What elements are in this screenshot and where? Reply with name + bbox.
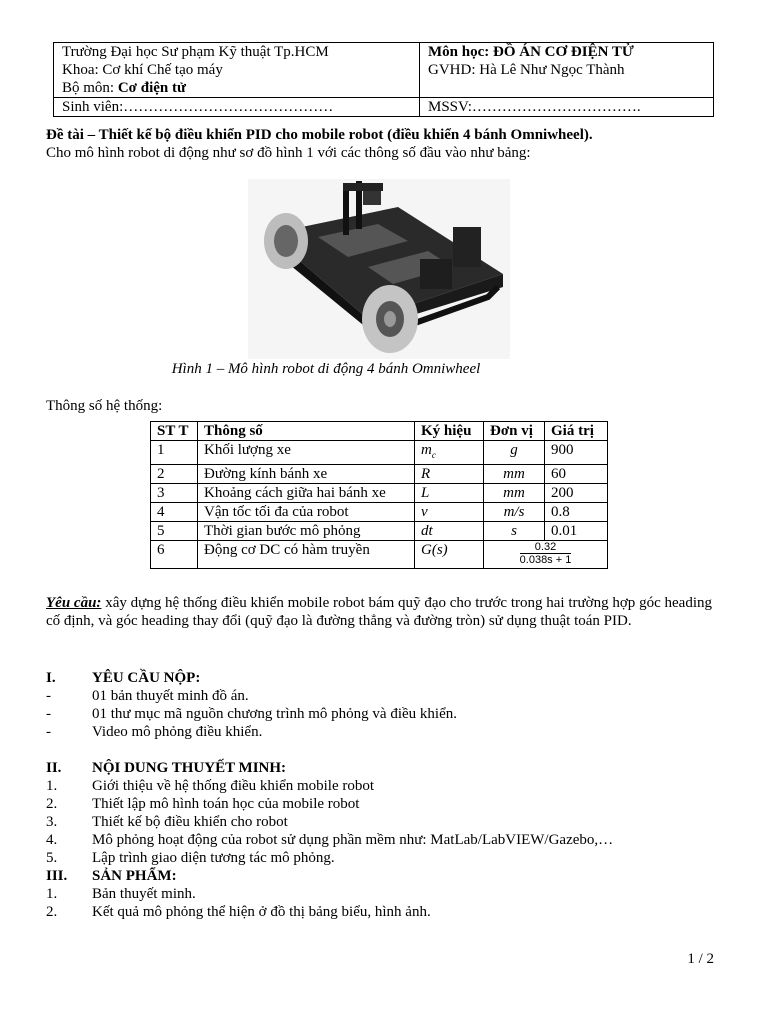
header-right-cell <box>420 43 714 98</box>
cell-unit: mm <box>484 484 545 503</box>
cell-param: Vận tốc tối đa của robot <box>198 503 415 522</box>
table-row <box>151 503 608 522</box>
cell-stt: 6 <box>151 541 198 569</box>
tf-numerator: 0.32 <box>520 541 572 554</box>
cell-stt: 2 <box>151 465 198 484</box>
table-row <box>151 465 608 484</box>
table-row <box>151 522 608 541</box>
section-title: YÊU CẦU NỘP: <box>92 670 201 686</box>
figure-caption: Hình 1 – Mô hình robot di động 4 bánh Omniwheel <box>171 361 481 377</box>
subject-name: Môn học: ĐỒ ÁN CƠ ĐIỆN TỬ <box>428 44 634 60</box>
table-row <box>151 484 608 503</box>
cell-param: Thời gian bước mô phỏng <box>198 522 415 541</box>
robot-image <box>248 179 510 359</box>
omniwheel-front-left <box>264 213 308 269</box>
department <box>62 79 411 97</box>
cell-symbol: dt <box>415 522 484 541</box>
col-stt: ST T <box>151 422 198 441</box>
col-symbol: Ký hiệu <box>415 422 484 441</box>
cell-unit: mm <box>484 465 545 484</box>
params-header-row <box>151 422 608 441</box>
intro-text: Cho mô hình robot di động như sơ đồ hình 1 với các thông số đầu vào như bảng: <box>46 145 531 161</box>
header-table <box>53 42 714 117</box>
cell-param: Khoảng cách giữa hai bánh xe <box>198 484 415 503</box>
tf-denominator: 0.038s + 1 <box>519 554 572 566</box>
cell-value: 900 <box>545 441 608 465</box>
cell-param: Động cơ DC có hàm truyền <box>198 541 415 569</box>
department-label: Bộ môn: <box>62 80 118 96</box>
section-number: III. <box>46 868 68 884</box>
cell-unit: m/s <box>484 503 545 522</box>
faculty-name: Khoa: Cơ khí Chế tạo máy <box>62 62 223 78</box>
cell-value: 200 <box>545 484 608 503</box>
cell-value: 60 <box>545 465 608 484</box>
table-row <box>151 441 608 465</box>
cell-value: 0.01 <box>545 522 608 541</box>
school-name: Trường Đại học Sư phạm Kỹ thuật Tp.HCM <box>62 44 329 60</box>
advisor-name: GVHD: Hà Lê Như Ngọc Thành <box>428 62 625 78</box>
cell-param: Đường kính bánh xe <box>198 465 415 484</box>
header-left-cell <box>54 43 420 98</box>
section-number: I. <box>46 670 56 686</box>
requirement-label: Yêu cầu: <box>46 595 102 611</box>
department-value: Cơ điện tử <box>117 80 186 96</box>
col-param: Thông số <box>198 422 415 441</box>
cell-stt: 3 <box>151 484 198 503</box>
student-cell: Sinh viên:…………………………………… <box>54 98 420 117</box>
cell-unit: g <box>484 441 545 465</box>
col-unit: Đơn vị <box>484 422 545 441</box>
cell-stt: 5 <box>151 522 198 541</box>
topic-text: – Thiết kế bộ điều khiển PID cho mobile robot (điều khiển 4 bánh Omniwheel). <box>83 127 593 143</box>
topic-label: Đề tài <box>46 127 84 143</box>
requirement-text: xây dựng hệ thống điều khiển mobile robot bám quỹ đạo cho trước trong hai trường hợp góc heading cố định, và góc heading thay đổi (quỹ đạo là đường thẳng và đường tròn) sử dụng thuật toán PID. <box>46 595 712 629</box>
cell-symbol: G(s) <box>415 541 484 569</box>
cell-symbol: v <box>415 503 484 522</box>
cell-stt: 4 <box>151 503 198 522</box>
section-title: SẢN PHẨM: <box>92 868 177 884</box>
cell-unit: s <box>484 522 545 541</box>
table-row <box>151 541 608 569</box>
topic-line <box>46 126 726 144</box>
page-number: 1 / 2 <box>687 951 714 967</box>
params-table <box>150 421 608 569</box>
cell-value: 0.8 <box>545 503 608 522</box>
params-label: Thông số hệ thống: <box>46 398 163 414</box>
col-value: Giá trị <box>545 422 608 441</box>
cell-symbol: L <box>415 484 484 503</box>
section-title: NỘI DUNG THUYẾT MINH: <box>92 760 287 776</box>
cell-symbol: R <box>415 465 484 484</box>
transfer-function-cell <box>484 541 608 569</box>
transfer-function <box>520 541 572 566</box>
cell-symbol: $m_c$ <box>415 441 484 465</box>
student-id-cell: MSSV:……………………………. <box>420 98 714 117</box>
requirement-paragraph <box>46 594 712 630</box>
cell-stt: 1 <box>151 441 198 465</box>
section-number: II. <box>46 760 62 776</box>
cell-param: Khối lượng xe <box>198 441 415 465</box>
